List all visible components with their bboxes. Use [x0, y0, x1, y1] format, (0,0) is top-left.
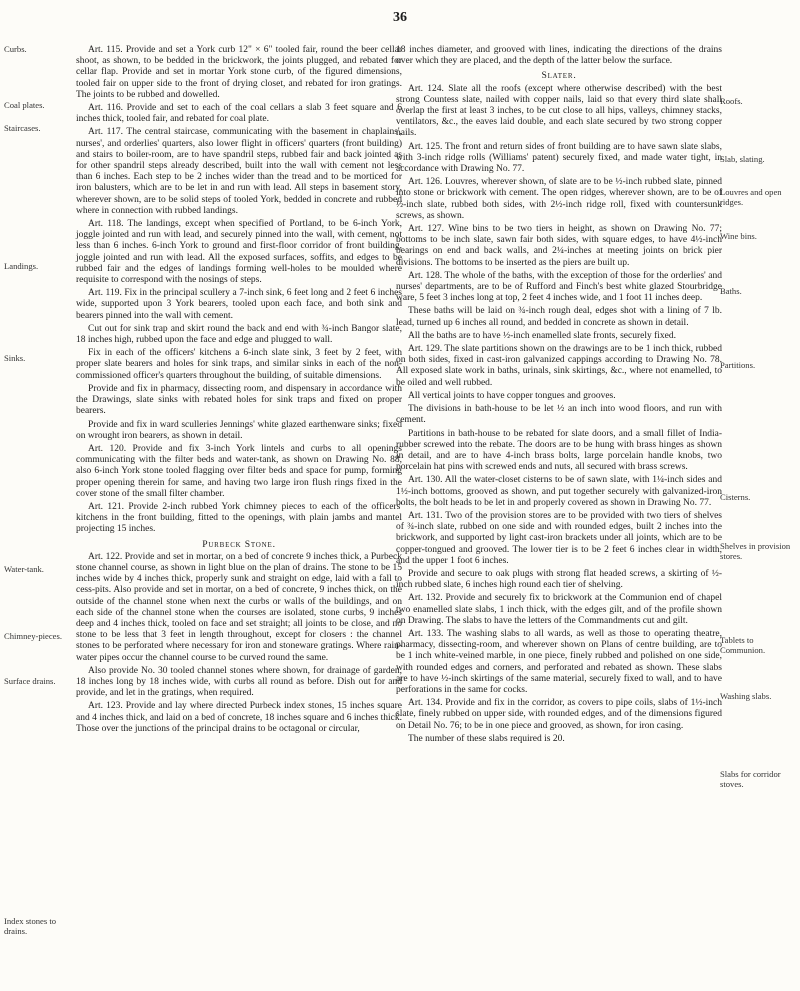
margin-note-curbs: Curbs. — [4, 44, 27, 54]
article-127: Art. 127. Wine bins to be two tiers in height, as shown on Drawing No. 77; bottoms to be inch slate, sawn fair both sides, with square edges, to have 4½-inch bearings on end and back walls, and 2¼-inches at meeting joints on brick pier divisions. The bottoms to be inserted as the piers are built up. — [396, 224, 722, 268]
article-134-count: The number of these slabs required is 20. — [408, 733, 565, 744]
margin-note-corridor-slabs: Slabs for corridor stoves. — [720, 769, 781, 789]
article-132: Art. 132. Provide and securely fix to brickwork at the Communion end of chapel two enamelled slate slabs, 1 inch thick, with the edges gilt, and of the profile shown on Drawing. The slabs to have the letters of the Commandments cut and gilt. — [396, 593, 722, 626]
article-125: Art. 125. The front and return sides of front building are to have sawn slate slabs, with 3-inch ridge rolls (Williams' patent) securely fixed, and made water tight, in accordance with Drawing No. 77. — [396, 141, 722, 175]
left-text-column — [76, 45, 402, 985]
article-118: Art. 118. The landings, except when specified of Portland, to be 6-inch York, joggle jointed and run with lead, and securely pinned into the wall, with cement, not less than 6 inches. 6-inch York to ground and first-floor corridor of front building, joggle jointed and run with lead. All the exposed surfaces, soffits, and edges to be rubbed fair and the edges of landings forming well-holes to be moulded where requisite to correspond with the nosings of steps. — [76, 219, 402, 286]
margin-note-shelves: Shelves in provision stores. — [720, 541, 791, 561]
margin-note-coal-plates: Coal plates. — [4, 100, 45, 110]
section-heading-purbeck-stone: Purbeck Stone. — [202, 538, 276, 550]
article-128-fronts: All the baths are to have ½-inch enamelled slate fronts, securely fixed. — [408, 330, 677, 341]
article-129: Art. 129. The slate partitions shown on the drawings are to be 1 inch thick, rubbed on both sides, fixed in cast-iron galvanized cappings according to Drawing No. 78. All exposed slate work in baths, urinals, sink skirtings, &c., where not enamelled, to be oiled and well rubbed. — [396, 344, 722, 388]
article-134: Art. 134. Provide and fix in the corridor, as covers to pipe coils, slabs of 1½-inch slate, finely rubbed on upper side, with rounded edges, and of the dimensions figured on Detail No. 76; to be in one piece and grooved, as shown, for iron casing. — [396, 698, 722, 731]
right-margin-notes — [720, 44, 798, 984]
page-number: 36 — [393, 10, 407, 25]
article-129-doors: Partitions in bath-house to be rebated for slate doors, and a small fillet of India-rubber screwed into the rebate. The doors are to be hung with brass hinges as shown in detail, and are to have 4-inch brass bolts, large porcelain handle knobs, two porcelain hat pins with screwed ends and nuts, all secured with brass screws. — [396, 428, 722, 473]
article-128-lining: These baths will be laid on ¾-inch rough deal, edges shot with a lining of 7 lb. lead, turned up 6 inches all round, and bedded in concrete as shown in detail. — [396, 306, 722, 328]
article-123: Art. 123. Provide and lay where directed Purbeck index stones, 15 inches square and 4 inches thick, and laid on a bed of concrete, 18 inches square and 6 inches thick. Those over the junctions of the principal drains to be octagonal or circular, — [76, 701, 402, 734]
margin-note-staircases: Staircases. — [4, 123, 41, 133]
article-116: Art. 116. Provide and set to each of the coal cellars a slab 3 feet square and 6 inches thick, tooled fair, and rebated for coal plate. — [76, 103, 402, 125]
article-119: Art. 119. Fix in the principal scullery a 7-inch sink, 6 feet long and 2 feet 6 inches wide, supported upon 3 York bearers, tooled upon each face, and both sink and bearers pinned into the wall with cement. — [76, 288, 402, 321]
article-131: Art. 131. Two of the provision stores are to be provided with two tiers of shelves of ¾-inch slate, rubbed on one side and with rounded edges, built 2 inches into the brickwork, and supported by light cast-iron brackets under all joints, which are to be copper-tongued and grooved. The lower tier is to be 2 feet 6 inches clear in width, and the upper 1 foot 6 inches. — [396, 510, 722, 566]
margin-note-surface-drains: Surface drains. — [4, 676, 56, 686]
article-122-garden-channels: Also provide No. 30 tooled channel stones where shown, for drainage of garden, 18 inches long by 18 inches wide, with curbs all round as before. Dish out for and provide, and let in the gratings, when required. — [76, 665, 402, 699]
margin-note-cisterns: Cisterns. — [720, 492, 751, 502]
margin-note-tablets: Tablets to Communion. — [720, 635, 766, 655]
article-121: Art. 121. Provide 2-inch rubbed York chimney pieces to each of the officers' kitchens in the front building, fitted to the openings, with plain jambs and mantel projecting 15 inches. — [76, 501, 402, 535]
article-131-skirting: Provide and secure to oak plugs with strong flat headed screws, a skirting of ½-inch rubbed slate, 6 inches high round each tier of shelving. — [396, 568, 722, 591]
left-margin-notes — [4, 44, 70, 984]
margin-note-roofs: Roofs. — [720, 96, 743, 106]
article-120: Art. 120. Provide and fix 3-inch York lintels and curbs to all openings communicating with the filter beds and water-tank, as shown on Drawing No. 88, also 6-inch York stone tooled flagging over filter beds and space for pump, forming proper opening therein for same, and having two large iron flush rings fixed in the cover stone of the small filter chamber. — [76, 443, 402, 499]
article-133: Art. 133. The washing slabs to all wards, as well as those to operating theatre, pharmacy, dissecting-room, and wherever shown on Plans of centre building, are to be 1 inch white-veined marble, in one piece, finely rubbed and polished on one side, with rounded edges and corners, and perforated and rebated as shown. These slabs are to have ½-inch skirtings of the same material, securely fixed to wall, and to have perforations in the same for cocks. — [396, 628, 722, 695]
margin-note-sinks: Sinks. — [4, 353, 26, 363]
article-122: Art. 122. Provide and set in mortar, on a bed of concrete 9 inches thick, a Purbeck stone channel course, as shown in light blue on the plan of drains. The stone to be 15 inches wide by 4 inches thick, properly sunk and straight on edge, laid with a fall to cess-pits. Also provide and set in mortar, on a bed of concrete, 9 inches thick, on the outside of the channel stone when next the curbs or walls of the buildings, and on each side of the channel stone when the courses are isolated, stone curbs, 9 inches deep and 4 inches thick, tooled on face and set straight; all joints to be close, and no stone to be less that 3 feet in length throughout, except for closers : the channel stones to be perforated where necessary for iron and stoneware gratings. Where rain-water pipes occur the channel course to be curved round the same. — [76, 551, 402, 663]
article-115: Art. 115. Provide and set a York curb 12" × 6" tooled fair, round the beer cellar shoot, as shown, to be bedded in the brickwork, the joints plugged, and rebated for cellar flap. Provide and set in mortar York stone curb, of the figured dimensions, tooled fair on upper side to the front of drying closet, and rebated for iron gratings. The joints to be rubbed and dowelled. — [76, 45, 402, 100]
margin-note-wine-bins: Wine bins. — [720, 231, 757, 241]
article-129-joints: All vertical joints to have copper tongues and grooves. — [408, 390, 616, 401]
margin-note-landings: Landings. — [4, 261, 39, 271]
article-119-officers-kitchens: Fix in each of the officers' kitchens a 6-inch slate sink, 3 feet by 2 feet, with proper slate bearers and holes for sink traps, and similar sinks in each of the non-commissioned officer's quarters throughout the building, of suitable dimensions. — [76, 348, 402, 381]
margin-note-water-tank: Water-tank. — [4, 564, 44, 574]
article-129-divisions: The divisions in bath-house to be let ½ an inch into wood floors, and run with cement. — [396, 404, 722, 426]
article-123-continued: 18 inches diameter, and grooved with lines, indicating the directions of the drains over which they are placed, and the depth of the latter below the surface. — [396, 45, 722, 67]
article-119-pharmacy: Provide and fix in pharmacy, dissecting room, and dispensary in accordance with the Drawings, slate sinks with rebated holes for sink traps and fixed on proper bearers. — [76, 383, 402, 417]
article-126: Art. 126. Louvres, wherever shown, of slate are to be ½-inch rubbed slate, pinned into stone or brickwork with cement. The open ridges, wherever shown, are to be of ½-inch slate, rubbed both sides, with 2½-inch ridge roll, fixed with countersunk screws, as shown. — [396, 177, 722, 221]
right-text-column — [396, 45, 722, 985]
margin-note-louvres: Louvres and open ridges. — [720, 187, 782, 207]
article-130: Art. 130. All the water-closet cisterns to be of sawn slate, with 1¼-inch sides and 1½-inch bottoms, grooved as shown, and put together securely with galvanized-iron bolts, the bolt heads to be let in and properly covered as shown in Drawing No. 77. — [396, 475, 722, 508]
margin-note-chimney-pieces: Chimney-pieces. — [4, 631, 62, 641]
article-124: Art. 124. Slate all the roofs (except where otherwise described) with the best strong Countess slate, nailed with copper nails, laid so that every third slate shall overlap the first at least 3 inches, to be cut close to all hips, valleys, chimney stacks, ventilators, &c., the eaves laid double, and each slate secured by two strong copper nails. — [396, 83, 722, 139]
margin-note-partitions: Partitions. — [720, 360, 756, 370]
margin-note-baths: Baths. — [720, 286, 742, 296]
margin-note-index-stones: Index stones to drains. — [4, 916, 57, 936]
section-heading-slater: Slater. — [541, 70, 577, 82]
article-117: Art. 117. The central staircase, communicating with the basement in chaplains', nurses', and orderlies' quarters, also lower flight in officers' quarters (front building) and stairs to boiler-room, are to have spandril steps, rubbed fair and back jointed as for other spandril steps already described, built into the wall with cement not less than 6 inches. Each step to be 2 inches wider than the tread and to be morticed for iron balusters, which are to be let in and run with lead. All steps in basement story, wherever shown, are to be solid steps of tooled York, bedded in concrete and rubbed where in connection with rubbed landings. — [76, 127, 402, 216]
article-128: Art. 128. The whole of the baths, with the exception of those for the orderlies' and nurses' departments, are to be of Rufford and Finch's best white glazed Stourbridge ware, 5 feet 3 inches long at top, 2 feet 4 inches wide, and 1 foot 11 inches deep. — [396, 270, 722, 304]
article-119-sink-trap: Cut out for sink trap and skirt round the back and end with ¾-inch Bangor slate, 18 inches high, rubbed upon the face and edge and plugged to wall. — [76, 323, 402, 346]
margin-note-washing-slabs: Washing slabs. — [720, 691, 772, 701]
article-119-sculleries: Provide and fix in ward sculleries Jennings' white glazed earthenware sinks; fixed on wrought iron bearers, as shown in detail. — [76, 419, 402, 441]
margin-note-slab-slating: Slab, slating. — [720, 154, 765, 164]
